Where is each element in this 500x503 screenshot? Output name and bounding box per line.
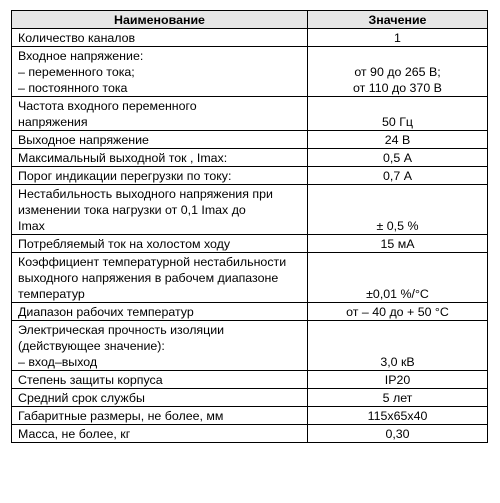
parameter-value-line: 15 мА	[380, 237, 415, 251]
parameter-value-cell	[308, 29, 488, 47]
parameter-name-line: Коэффициент температурной нестабильности	[18, 255, 287, 269]
table-row	[12, 235, 488, 253]
parameter-value-cell	[308, 303, 488, 321]
table-row	[12, 371, 488, 389]
parameter-value-line: 24 В	[384, 133, 411, 147]
parameter-name-line: – вход–выход	[18, 355, 98, 369]
parameter-name-line: Диапазон рабочих температур	[18, 305, 194, 319]
parameter-name-cell	[12, 425, 308, 443]
parameter-name-line: Максимальный выходной ток , Imax:	[18, 151, 228, 165]
table-row	[12, 131, 488, 149]
parameter-value-cell	[308, 425, 488, 443]
parameter-name-line: Степень защиты корпуса	[18, 373, 163, 387]
parameter-value-cell	[308, 407, 488, 425]
parameter-name-line: (действующее значение):	[18, 339, 165, 353]
parameter-value-line: от – 40 до + 50 °С	[346, 305, 449, 319]
table-row	[12, 407, 488, 425]
parameter-value-line: 1	[394, 31, 401, 45]
parameter-name-cell	[12, 303, 308, 321]
parameter-name-line: – постоянного тока	[18, 81, 128, 95]
parameter-value-cell	[308, 389, 488, 407]
parameter-value-line: ±0,01 %/°С	[366, 287, 429, 301]
parameter-name-cell	[12, 97, 308, 131]
parameter-name-line: напряжения	[18, 115, 88, 129]
parameter-name-line: Габаритные размеры, не более, мм	[18, 409, 224, 423]
parameter-value-line: от 110 до 370 В	[353, 81, 442, 95]
parameter-name-cell	[12, 149, 308, 167]
parameter-name-line: Imax	[18, 219, 45, 233]
parameter-name-cell	[12, 253, 308, 303]
parameter-name-line: Масса, не более, кг	[18, 427, 131, 441]
table-row	[12, 167, 488, 185]
parameter-name-line: Порог индикации перегрузки по току:	[18, 169, 232, 183]
table-row	[12, 321, 488, 371]
parameter-value-line: 0,30	[385, 427, 410, 441]
table-row	[12, 29, 488, 47]
parameter-name-cell	[12, 235, 308, 253]
parameter-value-cell	[308, 253, 488, 303]
parameter-value-line: IP20	[384, 373, 411, 387]
table-row	[12, 303, 488, 321]
header-row	[12, 11, 488, 29]
parameter-value-cell	[308, 185, 488, 235]
parameter-name-line: температур	[18, 287, 85, 301]
table-row	[12, 97, 488, 131]
parameter-name-cell	[12, 407, 308, 425]
parameter-name-cell	[12, 185, 308, 235]
table-row	[12, 389, 488, 407]
parameter-value-cell	[308, 97, 488, 131]
parameter-name-line: Частота входного переменного	[18, 99, 197, 113]
parameter-name-line: выходного напряжения в рабочем диапазоне	[18, 271, 279, 285]
parameter-value-cell	[308, 131, 488, 149]
table-body	[12, 29, 488, 443]
parameter-name-line: Количество каналов	[18, 31, 136, 45]
parameter-value-cell	[308, 321, 488, 371]
parameter-value-line: 0,7 А	[383, 169, 412, 183]
parameter-value-line: от 90 до 265 В;	[354, 65, 441, 79]
table-row	[12, 149, 488, 167]
table-row	[12, 253, 488, 303]
parameter-value-cell	[308, 47, 488, 97]
parameter-value-cell	[308, 235, 488, 253]
header-value: Значение	[308, 11, 488, 29]
parameter-value-line: 115х65х40	[367, 409, 428, 423]
parameter-name-cell	[12, 131, 308, 149]
parameter-value-line: ± 0,5 %	[376, 219, 419, 233]
parameter-name-line: Выходное напряжение	[18, 133, 149, 147]
parameter-value-line: 50 Гц	[381, 115, 414, 129]
parameter-value-line: 0,5 А	[383, 151, 412, 165]
parameter-name-cell	[12, 47, 308, 97]
parameter-name-line: Электрическая прочность изоляции	[18, 323, 225, 337]
parameter-name-cell	[12, 167, 308, 185]
table-header	[12, 11, 488, 29]
parameter-value-cell	[308, 167, 488, 185]
parameter-value-line: 5 лет	[382, 391, 413, 405]
parameter-value-line: 3,0 кВ	[380, 355, 415, 369]
parameter-name-line: Нестабильность выходного напряжения при	[18, 187, 273, 201]
header-name: Наименование	[12, 11, 308, 29]
parameter-value-cell	[308, 149, 488, 167]
parameter-name-cell	[12, 371, 308, 389]
parameter-name-line: изменении тока нагрузки от 0,1 Imax до	[18, 203, 246, 217]
table-row	[12, 47, 488, 97]
parameter-name-line: – переменного тока;	[18, 65, 135, 79]
parameter-name-line: Входное напряжение:	[18, 49, 144, 63]
parameter-name-line: Средний срок службы	[18, 391, 145, 405]
table-row	[12, 425, 488, 443]
parameter-name-cell	[12, 389, 308, 407]
parameter-name-cell	[12, 29, 308, 47]
specifications-table	[11, 10, 488, 443]
parameter-value-cell	[308, 371, 488, 389]
parameter-name-line: Потребляемый ток на холостом ходу	[18, 237, 231, 251]
table-row	[12, 185, 488, 235]
parameter-name-cell	[12, 321, 308, 371]
